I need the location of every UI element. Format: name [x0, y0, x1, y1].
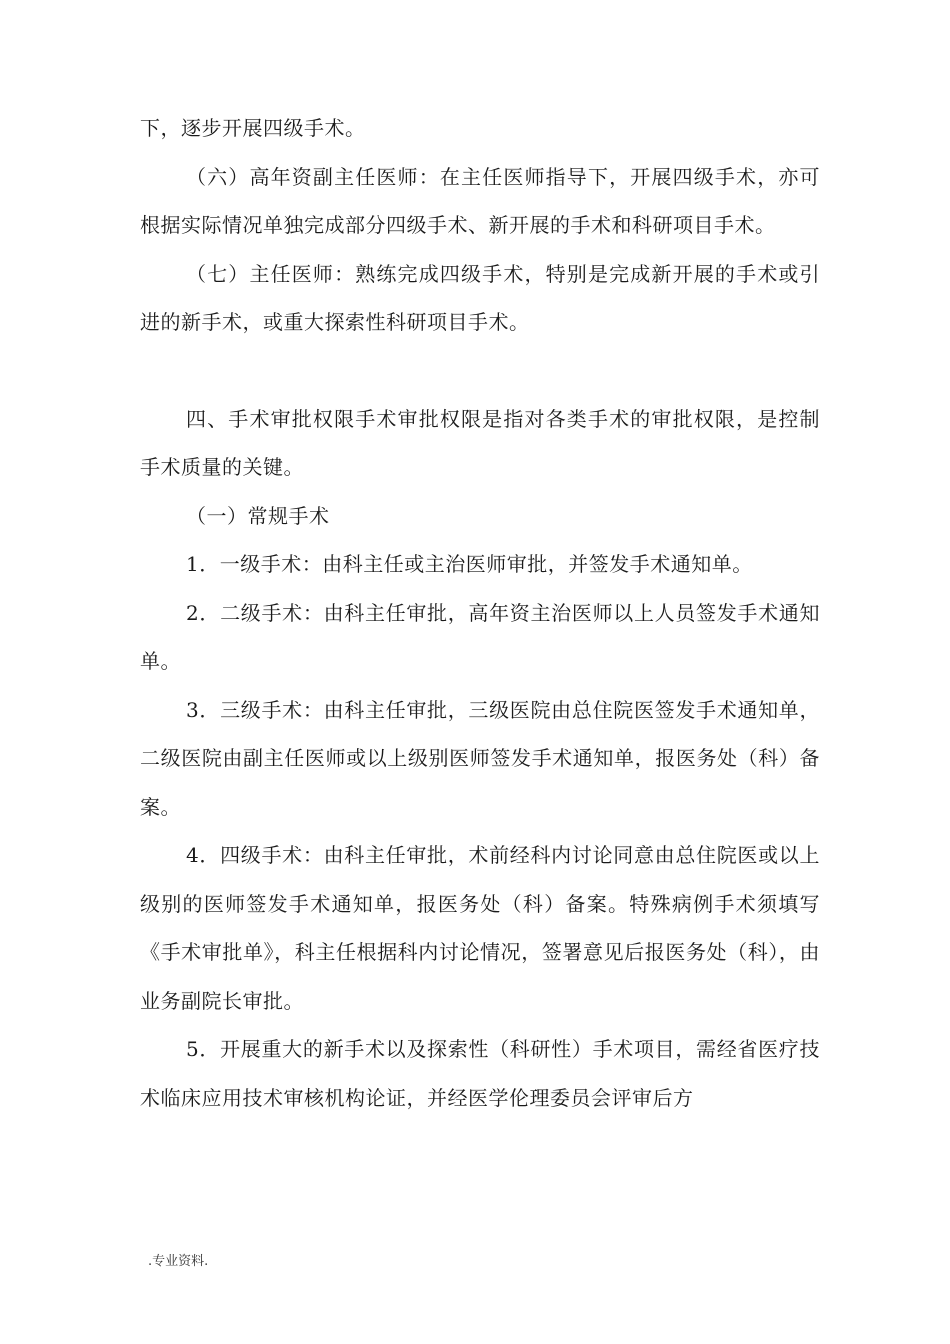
section-heading-4: 四、手术审批权限手术审批权限是指对各类手术的审批权限，是控制手术质量的关键。	[140, 406, 820, 479]
paragraph-item-6: （六）高年资副主任医师：在主任医师指导下，开展四级手术，亦可根据实际情况单独完成部分四级手术、新开展的手术和科研项目手术。	[140, 164, 820, 237]
paragraph-item-7: （七）主任医师：熟练完成四级手术，特别是完成新开展的手术或引进的新手术，或重大探索性科研项目手术。	[140, 261, 820, 334]
page-footer: .专业资料.	[148, 1254, 209, 1269]
section-spacer	[140, 347, 820, 395]
subsection-heading-1: （一）常规手术	[186, 503, 330, 528]
list-item-3: 3．三级手术：由科主任审批，三级医院由总住院医签发手术通知单，二级医院由副主任医师或以上级别医师签发手术通知单，报医务处（科）备案。	[140, 697, 820, 819]
document-body	[140, 104, 820, 1122]
list-item-5: 5．开展重大的新手术以及探索性（科研性）手术项目，需经省医疗技术临床应用技术审核机构论证，并经医学伦理委员会评审后方	[140, 1037, 820, 1110]
list-item-1: 1．一级手术：由科主任或主治医师审批，并签发手术通知单。	[186, 552, 753, 576]
list-item-4: 4．四级手术：由科主任审批，术前经科内讨论同意由总住院医或以上级别的医师签发手术通知单，报医务处（科）备案。特殊病例手术须填写《手术审批单》，科主任根据科内讨论情况，签署意见后报医务处（科），由业务副院长审批。	[140, 843, 820, 1013]
paragraph-continuation: 下，逐步开展四级手术。	[140, 116, 366, 140]
list-item-2: 2．二级手术：由科主任审批，高年资主治医师以上人员签发手术通知单。	[140, 600, 820, 673]
